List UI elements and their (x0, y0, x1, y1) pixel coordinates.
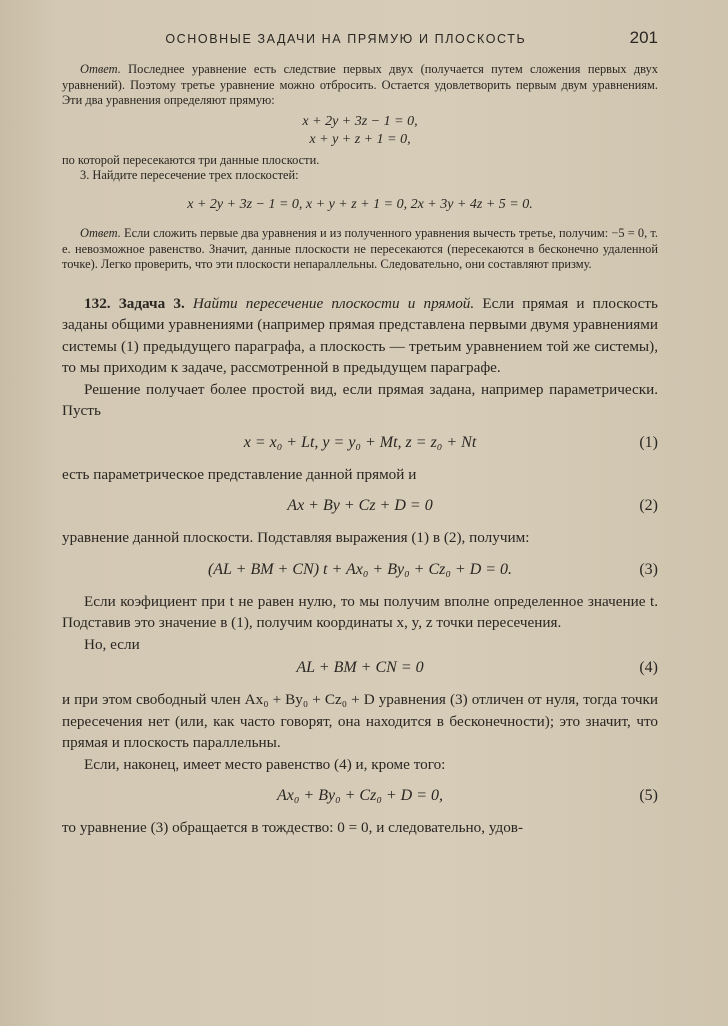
exercise-3: 3. Найдите пересечение трех плоскостей: (80, 168, 299, 183)
three-planes-equation: x + 2y + 3z − 1 = 0, x + y + z + 1 = 0, 2x + 3y + 4z + 5 = 0. (187, 196, 533, 212)
line-equations (62, 113, 658, 149)
paragraph: и при этом свободный член Ax₀ + By₀ + Cz₀ + D уравнения (3) отличен от нуля, тогда точки пересечения нет (или, как часто говорят, она находится в бесконечности); это значит, что прямая и плоскость параллельны. (62, 691, 658, 752)
section-132-intro (62, 293, 658, 379)
equation-number: (1) (639, 433, 658, 451)
equation-line: x + y + z + 1 = 0, (309, 131, 411, 147)
equation-number: (3) (639, 560, 658, 578)
paragraph-text: Если прямая и плоскость заданы общими уравнениями (например прямая представлена первыми двумя уравнениями системы (1) предыдущего параграфа, а плоскость — третьим уравнением той же системы), то мы приходим к задаче, рассмотренной в предыдущем параграфе. (62, 294, 658, 377)
answer-label: Ответ. (80, 225, 121, 240)
equation-text: Ax₀ + By₀ + Cz₀ + D = 0, (276, 787, 444, 805)
equation-5 (62, 785, 658, 807)
equation-text: Ax + By + Cz + D = 0 (287, 497, 433, 515)
paragraph: Но, если (84, 635, 140, 653)
paragraph: есть параметрическое представление данной прямой и (62, 465, 417, 483)
paragraph: Если, наконец, имеет место равенство (4) и, кроме того: (84, 755, 446, 773)
paragraph: уравнение данной плоскости. Подставляя выражения (1) в (2), получим: (62, 529, 530, 547)
paragraph: то уравнение (3) обращается в тождество: 0 = 0, и следовательно, удов- (62, 819, 524, 837)
equation-number: (2) (639, 497, 658, 515)
equation-text: (AL + BM + CN) t + Ax₀ + By₀ + Cz₀ + D = 0. (207, 560, 513, 578)
answer-paragraph-1 (62, 62, 658, 109)
page-header (62, 28, 658, 48)
paragraph: Решение получает более простой вид, если прямая задана, например параметрически. Пусть (62, 380, 658, 420)
answer-text: Последнее уравнение есть следствие первых двух (получается путем сложения первых двух уравнений). Поэтому третье уравнение можно отбросить. Остается удовлетворить первым двум уравнениям. Эти два уравнения определяют прямую: (62, 62, 658, 108)
equation-line: x + 2y + 3z − 1 = 0, (302, 113, 418, 129)
page-number: 201 (629, 28, 658, 47)
equation-3 (62, 559, 658, 581)
equation-number: (5) (639, 787, 658, 805)
answer-label: Ответ. (80, 62, 121, 76)
answer-paragraph-2 (62, 226, 658, 273)
equation-4 (62, 657, 658, 679)
running-title: ОСНОВНЫЕ ЗАДАЧИ НА ПРЯМУЮ И ПЛОСКОСТЬ (165, 32, 527, 46)
section-heading-title: Найти пересечение плоскости и прямой. (192, 294, 475, 312)
section-heading: 132. Задача 3. (84, 294, 185, 312)
equation-number: (4) (639, 659, 658, 677)
equation-2 (62, 495, 658, 517)
paragraph: Если коэфициент при t не равен нулю, то мы получим вполне определенное значение t. Подставив это значение в (1), получим координаты x, y, z точки пересечения. (62, 592, 658, 632)
equation-1 (62, 432, 658, 454)
equation-text: AL + BM + CN = 0 (296, 659, 424, 677)
equation-text: x = x₀ + Lt, y = y₀ + Mt, z = z₀ + Nt (243, 433, 477, 451)
answer-conclusion: по которой пересекаются три данные плоскости. (62, 152, 320, 167)
answer-text: Если сложить первые два уравнения и из полученного уравнения вычесть третье, получим: −5 = 0, т. е. невозможное равенство. Значит, данные плоскости не пересекаются (пересекаются в бесконечно удаленной точке). Легко проверить, что эти плоскости непараллельны. Следовательно, они составляют призму. (62, 225, 658, 272)
